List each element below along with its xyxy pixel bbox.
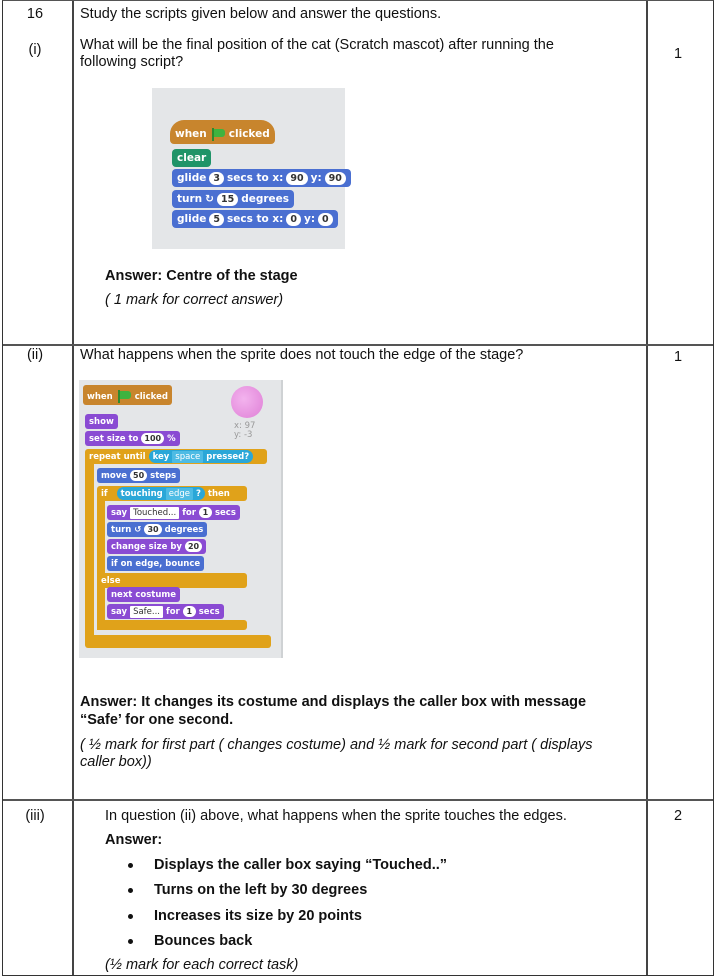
glide-block-1 <box>172 169 351 187</box>
when-flag-clicked-block <box>83 385 172 405</box>
change-size-block <box>107 539 206 554</box>
sprite-coordinates <box>234 422 255 440</box>
x-input: 0 <box>286 213 301 226</box>
block-text: when <box>175 128 207 140</box>
block-text: touching <box>120 488 163 499</box>
block-text: show <box>89 416 114 427</box>
turn-left-block <box>107 522 207 537</box>
say-touched-block <box>107 505 240 520</box>
bullet-icon <box>128 863 133 868</box>
if-c-bar <box>97 490 105 625</box>
part-ii-answer-line1: Answer: It changes its costume and displays the caller box with message <box>80 694 587 710</box>
block-text: for <box>182 507 196 518</box>
clear-block <box>172 149 211 167</box>
column-divider <box>72 1 74 975</box>
part-label-i: (i) <box>28 42 42 58</box>
part-ii-question: What happens when the sprite does not touch the edge of the stage? <box>80 347 524 363</box>
turn-block <box>172 190 294 208</box>
pink-ball-sprite <box>231 386 263 418</box>
part-label-iii: (iii) <box>25 808 45 824</box>
bounce-block <box>107 556 204 571</box>
part-i-question-line1: What will be the final position of the cat (Scratch mascot) after running the <box>80 37 554 53</box>
when-flag-clicked-block <box>170 120 275 144</box>
block-text: then <box>207 488 230 499</box>
block-text: degrees <box>241 193 290 205</box>
else-block <box>97 573 247 588</box>
block-text: y: <box>310 172 322 184</box>
block-text: y: <box>303 213 316 225</box>
scratch-script-image-1 <box>152 88 345 249</box>
block-text: say <box>111 507 128 518</box>
block-text: pressed? <box>206 451 250 462</box>
block-text: if <box>101 488 108 499</box>
repeat-until-c-bar <box>85 458 94 644</box>
glide-block-2 <box>172 210 338 228</box>
bullet-icon <box>128 939 133 944</box>
steps-input: 50 <box>130 470 147 481</box>
part-ii-marking-line2: caller box)) <box>80 754 152 770</box>
block-text: move <box>101 470 128 481</box>
sprite-y: y: -3 <box>234 430 253 440</box>
block-text: else <box>101 575 121 586</box>
block-text: steps <box>150 470 177 481</box>
part-ii-answer-line2: “Safe’ for one second. <box>80 712 234 728</box>
rotate-counterclockwise-icon: ↺ <box>134 524 142 535</box>
part-i-answer: Answer: Centre of the stage <box>105 268 298 284</box>
part-ii-marks: 1 <box>673 349 683 365</box>
show-block <box>85 414 118 429</box>
block-text: set size to <box>89 433 139 444</box>
scratch-script-image-2 <box>79 380 283 658</box>
block-text: clicked <box>134 391 168 402</box>
block-text: for <box>166 606 180 617</box>
secs-input: 5 <box>209 213 224 226</box>
say-text-input: Safe... <box>130 606 163 618</box>
repeat-until-block <box>85 449 267 464</box>
block-text: say <box>111 606 128 617</box>
block-text: if on edge, bounce <box>111 558 201 569</box>
part-iii-question: In question (ii) above, what happens when the sprite touches the edges. <box>105 808 567 824</box>
block-text: secs to x: <box>226 172 284 184</box>
block-text: glide <box>177 172 207 184</box>
say-safe-block <box>107 604 224 619</box>
block-text: % <box>167 433 176 444</box>
list-item-text: Turns on the left by 30 degrees <box>154 882 368 898</box>
y-input: 90 <box>325 172 346 185</box>
degrees-input: 30 <box>144 524 161 535</box>
block-text: secs <box>214 507 236 518</box>
block-text: repeat until <box>89 451 146 462</box>
size-input: 100 <box>141 433 164 444</box>
part-iii-answer-heading: Answer: <box>105 832 163 848</box>
block-text: when <box>87 391 113 402</box>
question-intro: Study the scripts given below and answer the questions. <box>80 6 442 22</box>
green-flag-icon <box>210 128 226 141</box>
question-number: 16 <box>26 6 44 22</box>
degrees-input: 15 <box>217 193 238 206</box>
block-text: turn <box>111 524 132 535</box>
say-text-input: Touched... <box>130 507 179 519</box>
part-label-ii: (ii) <box>26 347 44 363</box>
key-pressed-sensor <box>149 450 254 463</box>
next-costume-block <box>107 587 180 602</box>
secs-input: 3 <box>209 172 224 185</box>
block-text: clicked <box>228 128 270 140</box>
rotate-clockwise-icon: ↻ <box>205 193 214 205</box>
block-text: change size by <box>111 541 182 552</box>
list-item-text: Increases its size by 20 points <box>154 908 362 924</box>
size-change-input: 20 <box>185 541 202 552</box>
secs-input: 1 <box>183 606 196 617</box>
touching-dropdown: edge <box>166 488 193 500</box>
key-dropdown: space <box>172 451 203 463</box>
list-item-text: Displays the caller box saying “Touched..” <box>154 857 448 873</box>
block-text: key <box>152 451 170 462</box>
part-iii-marks: 2 <box>673 808 683 824</box>
part-iii-marking: (½ mark for each correct task) <box>105 957 299 973</box>
block-text: clear <box>177 152 207 164</box>
block-text: degrees <box>164 524 204 535</box>
x-input: 90 <box>286 172 307 185</box>
set-size-block <box>85 431 180 446</box>
touching-sensor <box>117 487 205 500</box>
part-i-marking: ( 1 mark for correct answer) <box>105 292 284 308</box>
block-text: turn <box>177 193 203 205</box>
list-item-text: Bounces back <box>154 933 253 949</box>
block-text: secs to x: <box>226 213 284 225</box>
part-i-question-line2: following script? <box>80 54 184 70</box>
column-divider <box>646 1 648 975</box>
block-text: next costume <box>111 589 176 600</box>
bullet-icon <box>128 888 133 893</box>
secs-input: 1 <box>199 507 212 518</box>
move-block <box>97 468 180 483</box>
part-i-marks: 1 <box>673 46 683 62</box>
row-divider <box>3 344 713 346</box>
bullet-icon <box>128 914 133 919</box>
green-flag-icon <box>116 390 132 403</box>
repeat-until-bottom <box>85 635 271 648</box>
if-then-block <box>97 486 247 501</box>
if-bottom <box>97 620 247 630</box>
block-text: secs <box>198 606 220 617</box>
block-text: glide <box>177 213 207 225</box>
sprite-x: x: 97 <box>234 421 256 431</box>
row-divider <box>3 799 713 801</box>
part-ii-marking-line1: ( ½ mark for first part ( changes costume) and ½ mark for second part ( displays <box>80 737 593 753</box>
y-input: 0 <box>318 213 333 226</box>
block-text: ? <box>195 488 201 499</box>
